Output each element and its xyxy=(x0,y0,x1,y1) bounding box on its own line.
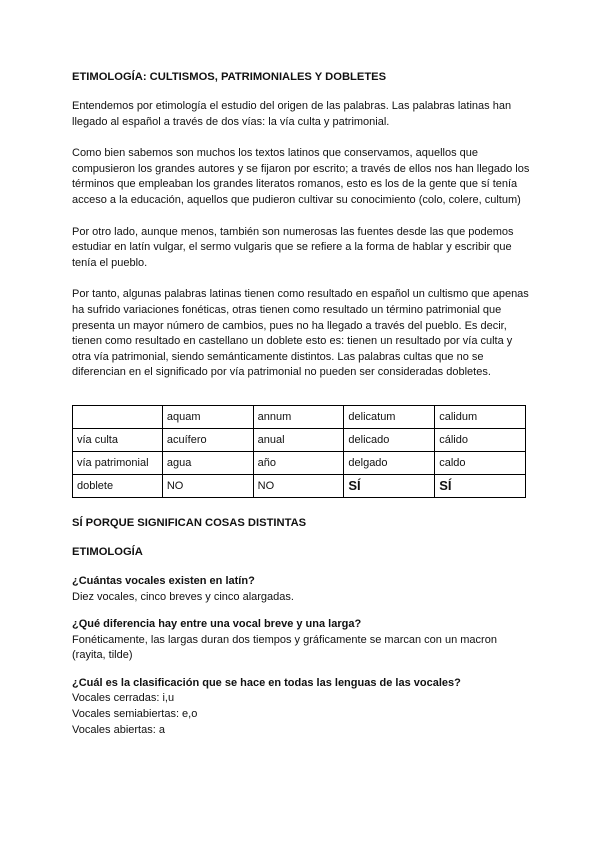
answer: Vocales abiertas: a xyxy=(72,723,165,736)
table-cell: aquam xyxy=(162,405,253,428)
table-cell: agua xyxy=(162,451,253,474)
table-cell: NO xyxy=(253,474,344,497)
paragraph-dobletes: Por tanto, algunas palabras latinas tienen como resultado en español un cultismo que apenas ha sufrido variaciones fonéticas, otras tienen como resultado un término patrimonial que presenta un mayor número de cambios, pues no ha llegado a través del pueblo. Es decir, tienen como resultado en castellano un doblete esto es: tienen un resultado por vía culta y otra vía patrimonial, siendo semánticamente distintos. Las palabras cultas que no se diferencian en el significado por vía patrimonial no pueden ser consideradas dobletes. xyxy=(72,288,529,379)
table-cell: calidum xyxy=(435,405,526,428)
answer: Diez vocales, cinco breves y cinco alargadas. xyxy=(72,590,294,603)
paragraph-latin-vulgar: Por otro lado, aunque menos, también son numerosas las fuentes desde las que podemos estudiar en latín vulgar, el sermo vulgaris que se refiere a la forma de hablar y escribir que tenía el pueblo. xyxy=(72,225,514,269)
answer: Vocales cerradas: i,u xyxy=(72,692,175,705)
question: ¿Cuántas vocales existen en latín? xyxy=(72,574,255,587)
section-title: ETIMOLOGÍA xyxy=(72,545,143,558)
table-cell xyxy=(73,405,163,428)
table-cell: cálido xyxy=(435,428,526,451)
table-cell: vía culta xyxy=(73,428,163,451)
table-cell: acuífero xyxy=(162,428,253,451)
answer: Fonéticamente, las largas duran dos tiempos y gráficamente se marcan con un macron (rayita, tilde) xyxy=(72,633,497,662)
paragraph-cultismos: Como bien sabemos son muchos los textos latinos que conservamos, aquellos que compusieron los grandes autores y se fijaron por escrito; a través de ellos nos han llegado los términos que empleaban los grandes literatos romanos, esto es los de la gente que sí tenía acceso a la educación, aquellos que pudieron cultivar su conocimiento (colo, colere, cultum) xyxy=(72,147,530,206)
table-cell: SÍ xyxy=(435,474,526,497)
etymology-table xyxy=(72,405,526,498)
answer: Vocales semiabiertas: e,o xyxy=(72,708,198,721)
table-cell: año xyxy=(253,451,344,474)
table-row xyxy=(73,428,526,451)
document-title: ETIMOLOGÍA: CULTISMOS, PATRIMONIALES Y DOBLETES xyxy=(72,71,387,83)
table-cell: anual xyxy=(253,428,344,451)
question: ¿Cuál es la clasificación que se hace en todas las lenguas de las vocales? xyxy=(72,676,461,689)
table-cell: vía patrimonial xyxy=(73,451,163,474)
table-note: SÍ PORQUE SIGNIFICAN COSAS DISTINTAS xyxy=(72,516,307,529)
table-cell: doblete xyxy=(73,474,163,497)
table-cell: delicado xyxy=(344,428,435,451)
table-row xyxy=(73,451,526,474)
table-cell: delgado xyxy=(344,451,435,474)
table-cell: delicatum xyxy=(344,405,435,428)
table-cell: annum xyxy=(253,405,344,428)
question: ¿Qué diferencia hay entre una vocal breve y una larga? xyxy=(72,618,362,631)
document-content xyxy=(72,70,532,738)
paragraph-intro: Entendemos por etimología el estudio del origen de las palabras. Las palabras latinas han llegado al español a través de dos vías: la vía culta y patrimonial. xyxy=(72,100,512,128)
table-cell: SÍ xyxy=(344,474,435,497)
table-cell: caldo xyxy=(435,451,526,474)
table-row xyxy=(73,405,526,428)
table-cell: NO xyxy=(162,474,253,497)
table-row xyxy=(73,474,526,497)
